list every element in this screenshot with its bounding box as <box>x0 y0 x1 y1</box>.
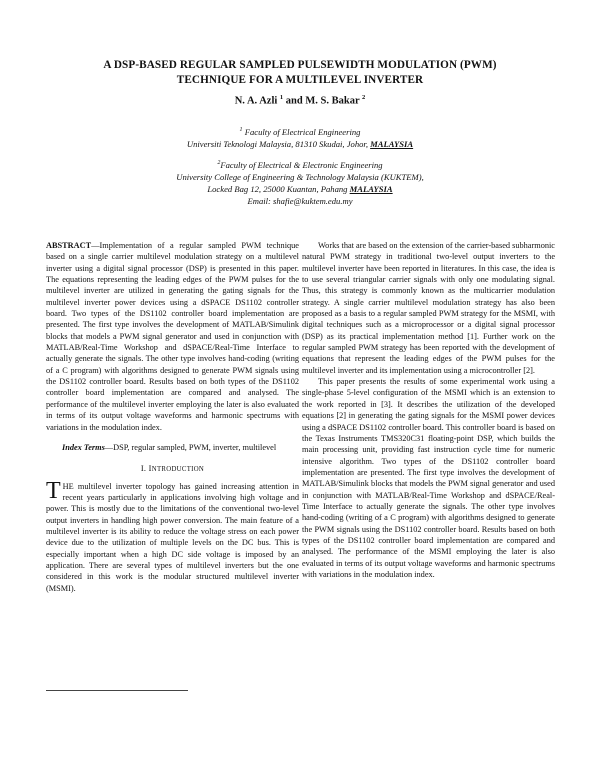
affiliation-1-mark: 1 <box>239 127 243 133</box>
author-1-mark: 1 <box>279 94 284 101</box>
author-2-mark: 2 <box>362 94 366 101</box>
section-1-heading <box>46 463 299 475</box>
affiliation-1 <box>40 124 560 150</box>
author-line <box>40 94 560 107</box>
drop-cap: T <box>46 477 61 504</box>
affiliation-1-line-2: Universiti Teknologi Malaysia, 81310 Skudai, Johor, <box>186 138 371 149</box>
section-1-number: I. <box>140 464 149 474</box>
title-line-1: A DSP-BASED REGULAR SAMPLED PULSEWIDTH MODULATION (PWM) <box>103 59 497 71</box>
affiliation-2-mark: 2 <box>217 160 221 166</box>
footnote-separator <box>46 690 188 691</box>
section-1-first-letter: I <box>148 464 152 474</box>
affiliation-2-line-1: Faculty of Electrical & Electronic Engineering <box>220 159 383 170</box>
abstract-heading: ABSTRACT <box>46 241 92 250</box>
right-paragraph-1: Works that are based on the extension of the carrier-based subharmonic natural PWM strategy in traditional two-level output inverters to the multilevel inverter have been reported in literatures. In this case, the idea is to use several triangular carrier signals with only one modulating signal. Thus, this strategy is commonly known as the multicarrier modulation strategy. A single carrier multilevel modulation strategy has also been proposed as a basis to a regular sampled PWM strategy for the MSMI, with digital techniques such as a microprocessor or a digital signal processor (DSP) as its practical implementation method [1]. Further work on the regular sampled PWM strategy has been reported with the development of equations that represent the leading edges of the PWM pulses for the multilevel inverter and its implementation using a microcontroller [2]. <box>302 241 555 375</box>
right-column <box>302 240 555 580</box>
affiliation-2-email: Email: shafie@kuktem.edu.my <box>247 195 353 206</box>
right-paragraph-2: This paper presents the results of some experimental work using a single-phase 5-level configuration of the MSMI which is an extension to the work reported in [3]. It describes the utilization of the developed equations [2] in generating the gating signals for the MSMI power devices using a dSPACE DS1102 controller board. This controller board is based on the Texas Instruments TMS320C31 floating-point DSP, which builds the main processing unit, providing fast instruction cycle time for numeric intensive algorithm. Two types of the DS1102 controller board implementation are presented. The first type involves the development of MATLAB/Simulink blocks that models the PWM signal generator and used in conjunction with MATLAB/Real-Time Workshop and dSPACE/Real-Time Interface to actually generate the signals. The other type involves hand-coding (writing of a C program) with algorithms designed to generate the PWM signals using the DS1102 controller board. Results based on both types of the DS1102 controller board implementation are compared and analysed. The performance of the MSMI employing the later is also evaluated in terms of its output voltage waveforms and harmonic spectrums with variations in the modulation index. <box>302 377 555 579</box>
index-terms-text: —DSP, regular sampled, PWM, inverter, multilevel <box>104 442 277 452</box>
affiliation-2-country: MALAYSIA <box>349 183 393 194</box>
abstract-text: —Implementation of a regular sampled PWM technique based on a single carrier multilevel modulation strategy on a multilevel inverter using a digital signal processor (DSP) is presented in this paper. The equations representing the leading edges of the PWM pulses for the multilevel inverter are utilized in generating the gating signals for the multilevel inverter power devices using a dSPACE DS1102 controller board. Two types of the DS1102 controller board implementation are presented. The first type involves the development of MATLAB/Simulink blocks that models a PWM signal generator and used in conjunction with MATLAB/Real-Time Workshop and dSPACE/Real-Time Interface to actually generate the signals. The other type involves hand-coding (writing of a C program) with algorithms designed to generate PWM signals using the DS1102 controller board. Results based on both types of the DS1102 controller board implementation are compared and analysed. The performance of the multilevel inverter employing the later is also evaluated in terms of its output voltage waveforms and harmonic spectrums with variations in the modulation index. <box>46 241 299 432</box>
author-joiner: and M. S. Bakar <box>283 95 360 107</box>
title-line-2: TECHNIQUE FOR A MULTILEVEL INVERTER <box>176 73 424 86</box>
author-1: N. A. Azli <box>234 95 278 107</box>
abstract-paragraph <box>46 240 299 433</box>
index-terms-heading: Index Terms <box>62 442 105 452</box>
section-1-rest: NTRODUCTION <box>151 466 205 474</box>
introduction-paragraph <box>46 477 299 594</box>
introduction-text: HE multilevel inverter topology has gained increasing attention in recent years particularly in applications involving high voltage and power. This is mostly due to the limitations of the conventional two-level output inverters in handling high power conversion. The main feature of a multilevel inverter is its ability to reduce the voltage stress on each power device due to the utilization of multiple levels on the DC bus. This is especially important when a high DC side voltage is imposed by an application. There are several types of multilevel inverters but the one considered in this work is the modular structured multilevel inverter (MSMI). <box>46 481 299 593</box>
affiliation-2-line-2: University College of Engineering & Technology Malaysia (KUKTEM), <box>176 171 424 182</box>
left-column <box>46 240 299 594</box>
affiliation-1-line-1: Faculty of Electrical Engineering <box>244 126 361 137</box>
paper-title <box>40 58 560 87</box>
affiliation-1-country: MALAYSIA <box>370 138 414 149</box>
affiliation-2 <box>40 157 560 207</box>
index-terms-paragraph <box>46 442 299 453</box>
affiliation-2-line-3: Locked Bag 12, 25000 Kuantan, Pahang <box>207 183 350 194</box>
